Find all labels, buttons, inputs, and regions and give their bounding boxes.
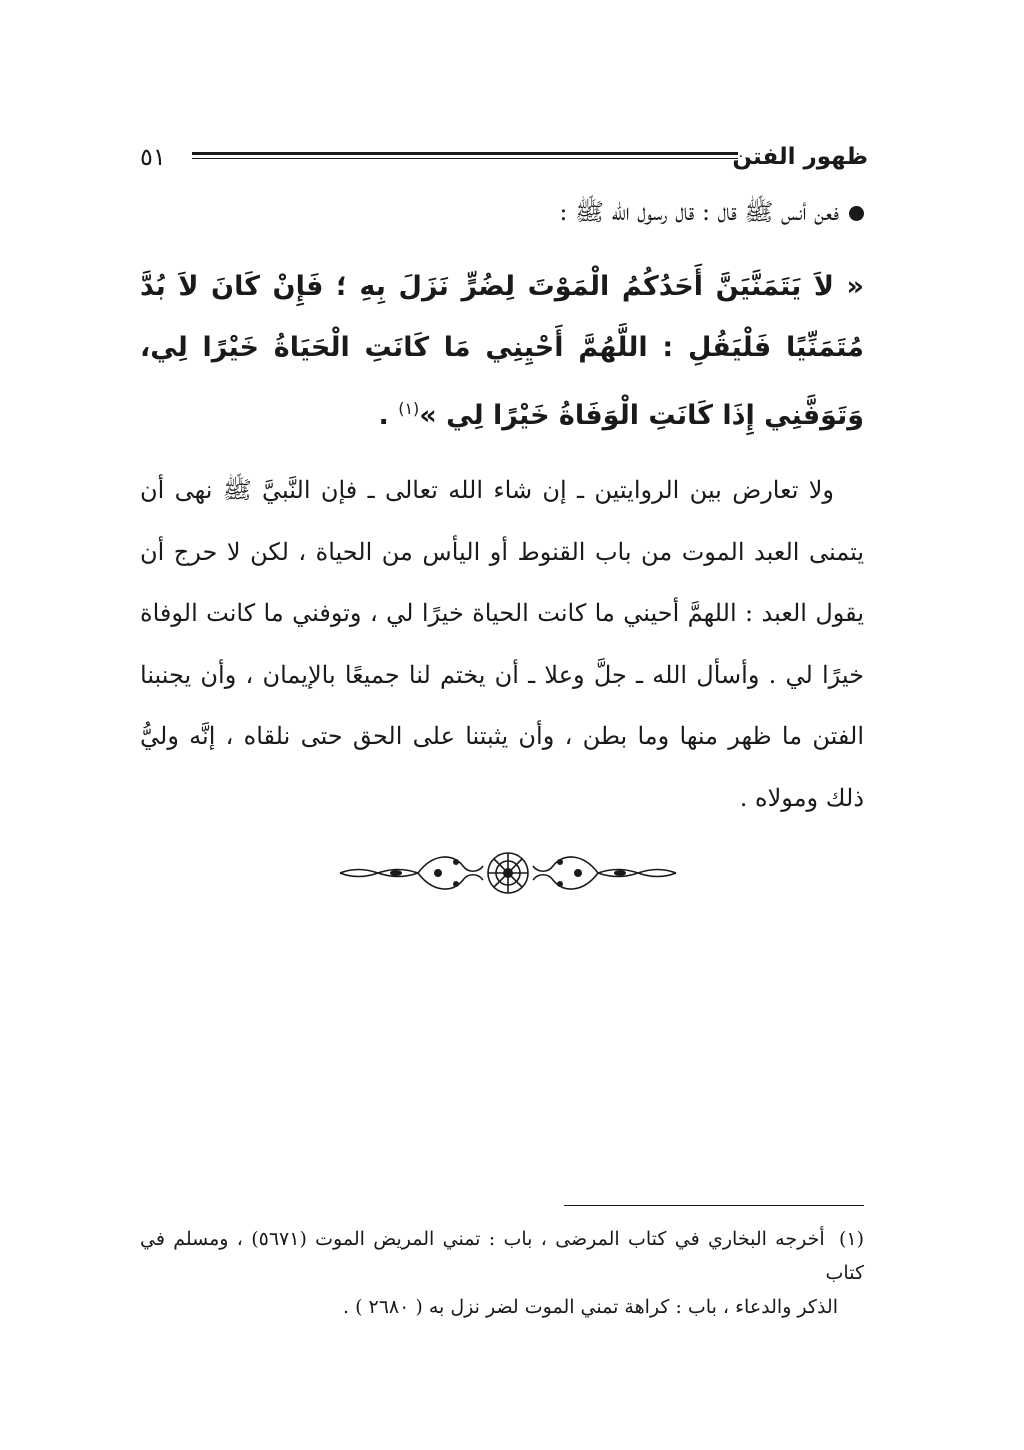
footnote-text-line1: أخرجه البخاري في كتاب المرضى ، باب : تمني المريض الموت (٥٦٧١) ، ومسلم في كتاب — [140, 1228, 864, 1284]
intro-line — [140, 192, 864, 232]
page-header — [140, 138, 868, 178]
running-title: ظهور الفتن — [732, 144, 868, 170]
hadith-quote — [140, 256, 864, 446]
hadith-end: . — [378, 400, 399, 431]
footnote-text-line2: الذكر والدعاء ، باب : كراهة تمني الموت لضر نزل به ( ٢٦٨٠ ) . — [342, 1296, 838, 1318]
footnote-reference: (١) — [398, 399, 420, 418]
footnote-marker: (١) — [838, 1228, 865, 1250]
page-number: ٥١ — [140, 143, 166, 171]
footnote-1 — [140, 1222, 864, 1324]
body-paragraph: ولا تعارض بين الروايتين ـ إن شاء الله تعالى ـ فإن النَّبيَّ ﷺ نهى أن يتمنى العبد الموت من باب القنوط أو اليأس من الحياة ، لكن لا حرج أن يقول العبد : اللهمَّ أحيني ما كانت الحياة خيرًا لي ، وتوفني ما كانت الوفاة خيرًا لي . وأسأل الله ـ جلَّ وعلا ـ أن يختم لنا جميعًا بالإيمان ، وأن يجنبنا الفتن ما ظهر منها وما بطن ، وأن يثبتنا على الحق حتى نلقاه ، إنَّه وليُّ ذلك ومولاه . — [140, 476, 864, 812]
hadith-text: « لاَ يَتَمَنَّيَنَّ أَحَدُكُمُ الْمَوْتَ لِضُرٍّ نَزَلَ بِهِ ؛ فَإِنْ كَانَ لاَ بُدَّ مُتَمَنِّيًا فَلْيَقُلِ : اللَّهُمَّ أَحْيِنِي مَا كَانَتِ الْحَيَاةُ خَيْرًا لِي، وَتَوَفَّنِي إِذَا كَانَتِ الْوَفَاةُ خَيْرًا لِي » — [140, 271, 864, 431]
footnote-rule — [564, 1205, 864, 1206]
header-rule — [192, 152, 738, 159]
intro-text: فعن أنس ﷺ قال : قال رسول الله ﷺ : — [559, 198, 839, 226]
ornament-divider-icon — [338, 848, 678, 898]
bullet-icon — [849, 206, 864, 221]
